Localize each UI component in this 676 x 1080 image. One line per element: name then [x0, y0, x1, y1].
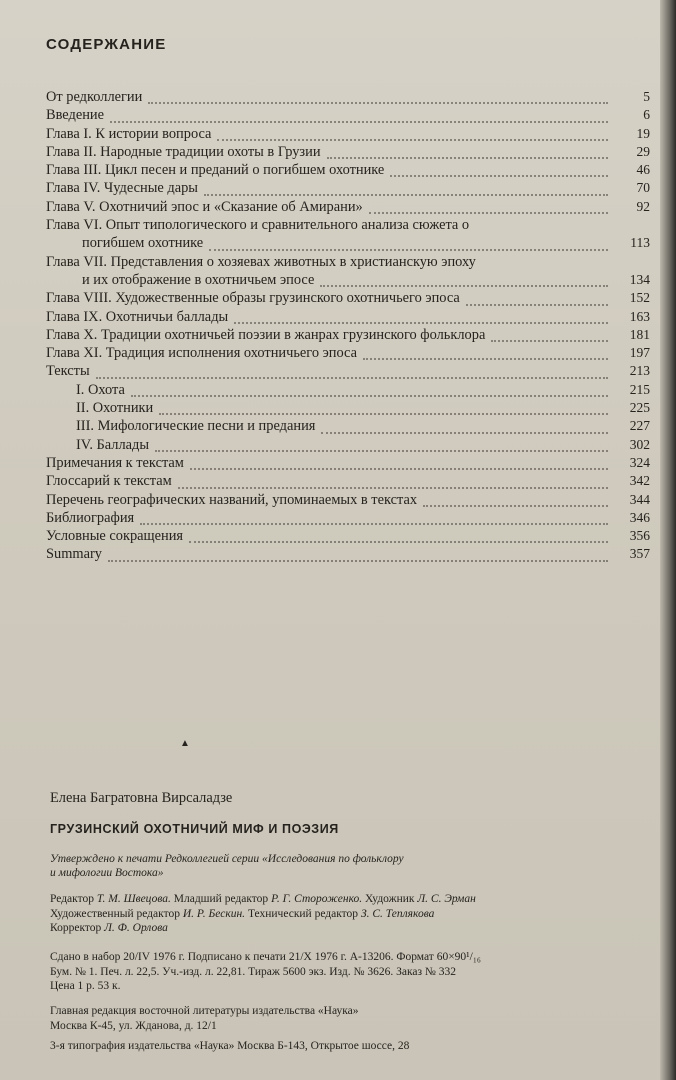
toc-leader-dots: [327, 147, 608, 159]
toc-leader-dots: [178, 477, 608, 489]
author-name: Елена Багратовна Вирсаладзе: [50, 790, 233, 806]
toc-entry-title: Глава II. Народные традиции охоты в Грузии: [46, 143, 321, 160]
toc-leader-dots: [369, 202, 608, 214]
toc-entry: [46, 326, 650, 344]
toc-entry: [46, 161, 650, 179]
toc-entry: [46, 198, 650, 216]
toc-page-number: 356: [629, 528, 650, 544]
toc-entry: [46, 454, 650, 472]
toc-leader-dots: [159, 403, 608, 415]
publisher-address: Москва К-45, ул. Жданова, д. 12/1: [50, 1019, 217, 1032]
toc-entry-title: IV. Баллады: [76, 436, 150, 453]
toc-page-number: 19: [636, 125, 650, 141]
table-of-contents: [46, 88, 650, 564]
toc-page-number: 46: [636, 162, 650, 178]
toc-leader-dots: [96, 367, 608, 379]
toc-entry: [46, 472, 650, 490]
toc-entry: [46, 527, 650, 545]
toc-leader-dots: [423, 495, 608, 507]
toc-entry: [46, 216, 650, 253]
toc-entry-title: Глава IX. Охотничьи баллады: [46, 308, 229, 325]
toc-entry: [46, 381, 650, 399]
staff-line: Корректор Л. Ф. Орлова: [50, 922, 168, 934]
toc-entry-title: Глава III. Цикл песен и преданий о погибшем охотнике: [46, 162, 385, 179]
toc-page-number: 152: [629, 290, 650, 306]
toc-entry-title: Глава V. Охотничий эпос и «Сказание об Амирани»: [46, 198, 363, 215]
approval-note: [50, 852, 650, 880]
price-line: Цена 1 р. 53 к.: [50, 980, 121, 992]
toc-leader-dots: [110, 111, 608, 123]
toc-leader-dots: [390, 165, 608, 177]
toc-entry-title: Перечень географических названий, упоминаемых в текстах: [46, 491, 418, 508]
toc-leader-dots: [155, 440, 608, 452]
toc-page-number: 197: [629, 345, 650, 361]
toc-leader-dots: [140, 513, 608, 525]
toc-entry-title: Глава I. К истории вопроса: [46, 125, 212, 142]
toc-page-number: 225: [629, 400, 650, 416]
printing-house: 3-я типография издательства «Наука» Москва Б-143, Открытое шоссе, 28: [50, 1040, 410, 1052]
staff-line: Художественный редактор И. Р. Бескин. Технический редактор З. С. Теплякова: [50, 907, 435, 920]
toc-entry-title: III. Мифологические песни и предания: [76, 418, 316, 435]
publisher-line: Главная редакция восточной литературы издательства «Наука»: [50, 1005, 359, 1017]
toc-entry-title: Глава VII. Представления о хозяевах животных в христианскую эпоху: [46, 253, 476, 270]
toc-entry: [46, 88, 650, 106]
toc-page-number: 163: [629, 308, 650, 324]
approval-line: Утверждено к печати Редколлегией серии «Исследования по фольклору: [50, 853, 404, 865]
toc-entry-title: Глава VI. Опыт типологического и сравнительного анализа сюжета о: [46, 217, 470, 234]
toc-page-number: 302: [629, 436, 650, 452]
toc-leader-dots: [217, 129, 608, 141]
toc-entry-title-continued: погибшем охотнике: [82, 235, 204, 252]
toc-leader-dots: [491, 330, 608, 342]
toc-page-number: 134: [629, 271, 650, 287]
toc-page-number: 6: [643, 107, 650, 123]
toc-leader-dots: [131, 385, 608, 397]
toc-entry: [46, 417, 650, 435]
toc-entry: [46, 106, 650, 124]
toc-entry: [46, 179, 650, 197]
toc-entry-title: I. Охота: [76, 381, 125, 398]
toc-entry: [46, 509, 650, 527]
toc-page-number: 70: [636, 180, 650, 196]
toc-leader-dots: [320, 275, 608, 287]
toc-entry: [46, 289, 650, 307]
staff-line: Редактор Т. М. Швецова. Младший редактор Р. Г. Стороженко. Художник Л. С. Эрман: [50, 893, 476, 905]
toc-page-number: 5: [643, 89, 650, 104]
toc-leader-dots: [209, 239, 608, 251]
toc-page-number: 227: [629, 418, 650, 434]
toc-heading: СОДЕРЖАНИЕ: [46, 36, 167, 53]
toc-entry-title: Глоссарий к текстам: [46, 473, 172, 490]
toc-entry-title: Глава XI. Традиция исполнения охотничьего эпоса: [46, 345, 358, 362]
toc-page-number: 92: [636, 198, 650, 214]
toc-page-number: 357: [629, 546, 650, 562]
toc-entry-title: Примечания к текстам: [46, 454, 184, 471]
publisher-info: [50, 1004, 670, 1033]
toc-page-number: 181: [629, 326, 650, 342]
toc-page-number: 213: [629, 363, 650, 379]
toc-entry: [46, 344, 650, 362]
toc-entry: [46, 253, 650, 290]
toc-entry-title: Глава IV. Чудесные дары: [46, 180, 198, 197]
toc-leader-dots: [321, 422, 608, 434]
toc-entry: [46, 545, 650, 563]
toc-leader-dots: [108, 550, 608, 562]
toc-entry-title: Глава X. Традиции охотничьей поэзии в жанрах грузинского фольклора: [46, 326, 486, 343]
toc-entry: [46, 308, 650, 326]
approval-line: и мифологии Востока»: [50, 867, 164, 879]
separator-mark: ▲: [180, 738, 190, 749]
toc-entry-title: От редколлегии: [46, 89, 143, 105]
toc-leader-dots: [234, 312, 608, 324]
toc-entry-title: Условные сокращения: [46, 528, 184, 545]
toc-leader-dots: [189, 531, 608, 543]
toc-page-number: 344: [629, 491, 650, 507]
toc-entry-title: Глава VIII. Художественные образы грузинского охотничьего эпоса: [46, 290, 460, 307]
print-line: Бум. № 1. Печ. л. 22,5. Уч.-изд. л. 22,81. Тираж 5600 экз. Изд. № 3626. Заказ № 332: [50, 965, 456, 978]
toc-entry: [46, 399, 650, 417]
toc-entry-title: Введение: [46, 107, 105, 124]
toc-entry-title-continued: и их отображение в охотничьем эпосе: [82, 271, 315, 288]
toc-entry-title: Summary: [46, 546, 102, 563]
toc-leader-dots: [363, 348, 608, 360]
toc-entry: [46, 143, 650, 161]
editorial-staff: [50, 892, 670, 936]
toc-entry: [46, 491, 650, 509]
toc-entry: [46, 362, 650, 380]
toc-page-number: 113: [630, 235, 650, 251]
toc-leader-dots: [190, 458, 608, 470]
toc-leader-dots: [466, 294, 608, 306]
toc-entry: [46, 125, 650, 143]
toc-entry-title: Тексты: [46, 363, 90, 380]
toc-entry-title: II. Охотники: [76, 400, 154, 417]
print-line: Сдано в набор 20/IV 1976 г. Подписано к печати 21/X 1976 г. А-13206. Формат 60×90¹/₁₆: [50, 951, 481, 963]
toc-page-number: 342: [629, 473, 650, 489]
book-title: ГРУЗИНСКИЙ ОХОТНИЧИЙ МИФ И ПОЭЗИЯ: [50, 822, 339, 836]
toc-entry: [46, 436, 650, 454]
print-data: [50, 950, 670, 994]
toc-page-number: 215: [629, 381, 650, 397]
toc-page-number: 29: [636, 143, 650, 159]
toc-page-number: 346: [629, 509, 650, 525]
toc-page-number: 324: [629, 454, 650, 470]
toc-leader-dots: [204, 184, 608, 196]
toc-leader-dots: [148, 92, 608, 104]
toc-entry-title: Библиография: [46, 509, 135, 526]
